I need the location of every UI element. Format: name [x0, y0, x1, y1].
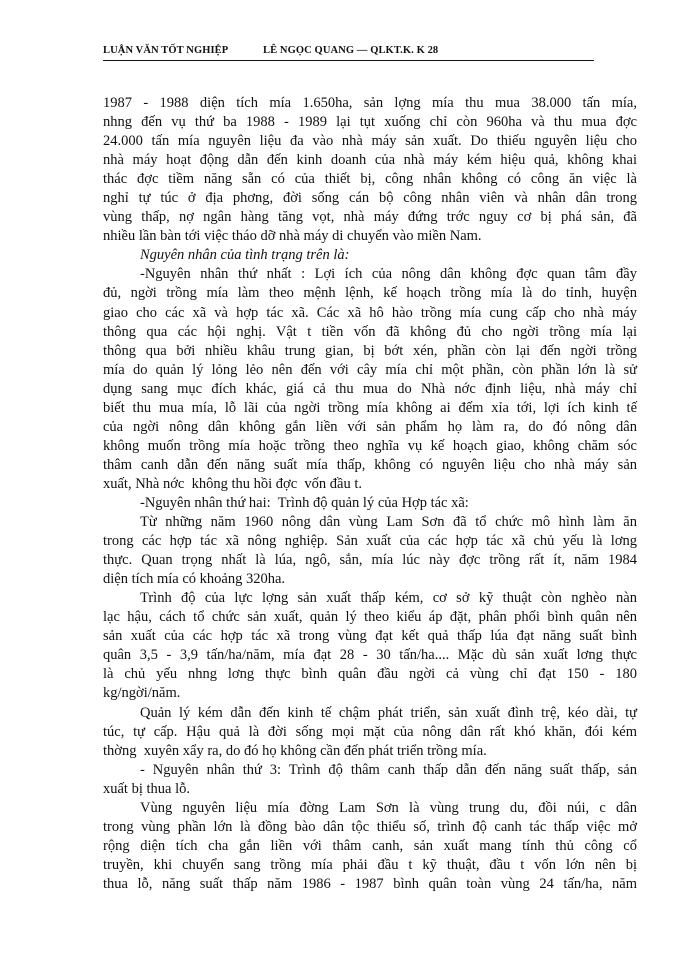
text-line: kg/ngời/năm. [103, 685, 181, 702]
text-line: nhiều lần bàn tới việc tháo dỡ nhà máy di chuyển vào miền Nam. [103, 228, 482, 245]
text-line: 1987 - 1988 diện tích mía 1.650ha, sản lợng mía thu mua 38.000 tấn mía, [103, 95, 637, 111]
text-line: của ngời nông dân không gắn liền với sản phẩm họ làm ra, do đó nông dân [103, 418, 637, 435]
header-author: LÊ NGỌC QUANG — QLKT.K. K 28 [263, 45, 439, 56]
text-line: là chủ yếu nhng lơng thực bình quân đầu ngời cả vùng chỉ đạt 150 - 180 [103, 666, 637, 683]
text-line: Vùng nguyên liệu mía đờng Lam Sơn là vùng trung du, đồi núi, c dân [140, 799, 637, 816]
text-line: 24.000 tấn mía nguyên liệu đa vào nhà máy sản xuất. Do thiếu nguyên liệu cho [103, 133, 637, 150]
header-divider [103, 60, 594, 61]
text-line: nghỉ tự túc ở địa phơng, đời sống cán bộ công nhân viên và nhân dân trong [103, 190, 637, 207]
text-line: lạc hậu, cách tổ chức sản xuất, quản lý theo kiểu áp đặt, phân phối bình quân nên [103, 609, 637, 626]
text-line: -Nguyên nhân thứ hai: Trình độ quản lý của Hợp tác xã: [140, 494, 469, 511]
text-line: đủ, ngời trồng mía làm theo mệnh lệnh, kế hoạch trồng mía là do tỉnh, huyện [103, 285, 637, 302]
text-line: thông qua bởi nhiều khâu trung gian, bị bớt xén, phần còn lại đến ngời trồng [103, 342, 637, 359]
text-line: nhng đến vụ thứ ba 1988 - 1989 lại tụt xuống chỉ còn 960ha và thu mua đợc [103, 114, 637, 131]
text-line: rộng diện tích cha gắn liền với thâm canh, sản xuất mang tính thủ công cổ [103, 837, 637, 854]
text-line: -Nguyên nhân thứ nhất : Lợi ích của nông dân không đợc quan tâm đầy [140, 266, 637, 283]
text-line: truyền, khi chuyển sang trồng mía phải đầu t kỹ thuật, đầu t vốn lớn nên bị [103, 856, 637, 873]
page-header [103, 41, 593, 61]
text-line: diện tích mía có khoảng 320ha. [103, 571, 286, 588]
text-line: mía do quản lý lỏng lẻo nên đến với cây mía chỉ một phần, còn phần lớn là sử [103, 361, 637, 378]
text-line: trong vùng phần lớn là đồng bào dân tộc thiểu số, trình độ canh tác thấp việc mở [103, 818, 637, 835]
text-line: sản xuất của các hợp tác xã trong vùng đạt kết quả thấp lúa đạt năng suất bình [103, 628, 637, 645]
text-line: giao cho các xã và hợp tác xã. Các xã hô hào trồng mía cung cấp cho nhà máy [103, 304, 637, 321]
text-line: thông qua các hội nghị. Vật t tiền vốn đã không đủ cho ngời trồng mía lại [103, 323, 637, 340]
text-line: quân 3,5 - 3,9 tấn/ha/năm, mía đạt 28 - 30 tấn/ha.... Mặc dù sản xuất lơng thực [103, 647, 637, 664]
text-line: dụng sang mục đích khác, giá cả thu mua do Nhà nớc định liệu, nhà máy chỉ [103, 380, 637, 397]
text-line: thờng xuyên xẩy ra, do đó họ không cần đến phát triển trồng mía. [103, 742, 487, 759]
text-line: không muốn trồng mía hoặc trồng theo nghĩa vụ kế hoạch giao, không chăm sóc [103, 437, 637, 454]
document-body [103, 94, 637, 894]
text-line: - Nguyên nhân thứ 3: Trình độ thâm canh thấp dẫn đến năng suất thấp, sản [140, 761, 637, 778]
text-line: thác đợc tiềm năng sẵn có của thiết bị, công nhân không có công ăn việc là [103, 171, 637, 188]
text-line: thực. Quan trọng nhất là lúa, ngô, sắn, mía lúc này đợc trồng rất ít, năm 1984 [103, 552, 637, 569]
text-line: nhà máy hoạt động dẫn đến kinh doanh của nhà máy kém hiệu quả, không khai [103, 152, 637, 169]
text-line: thua lỗ, năng suất thấp năm 1986 - 1987 bình quân toàn vùng 24 tấn/ha, năm [103, 875, 637, 892]
text-line: Quản lý kém dẫn đến kinh tế chậm phát triển, sản xuất đình trệ, kéo dài, tự [140, 704, 637, 721]
section-heading: Nguyên nhân của tình trạng trên là: [140, 247, 350, 264]
text-line: xuất, Nhà nớc không thu hồi đợc vốn đầu t. [103, 475, 362, 492]
text-line: thâm canh dẫn đến năng suất mía thấp, không có nguyên liệu cho nhà máy sản [103, 456, 637, 473]
text-line: biết thu mua mía, lỗ lãi của ngời trồng mía không ai đếm xỉa tới, lợi ích kinh tế [103, 399, 637, 416]
text-line: trong các hợp tác xã nông nghiệp. Sản xuất của các hợp tác xã chủ yếu là lơng [103, 533, 637, 550]
text-line: xuất bị thua lỗ. [103, 780, 190, 797]
text-line: túc, tự cấp. Hậu quả là đời sống mọi mặt của nông dân rất khó khăn, đói kém [103, 723, 637, 740]
text-line: vùng thấp, nợ ngân hàng tăng vọt, nhà máy đứng trớc nguy cơ bị phá sản, đã [103, 209, 637, 226]
text-line: Từ những năm 1960 nông dân vùng Lam Sơn đã tổ chức mô hình làm ăn [140, 514, 637, 531]
header-thesis-title: LUẬN VĂN TỐT NGHIỆP [103, 45, 229, 56]
text-line: Trình độ của lực lợng sản xuất thấp kém, cơ sở kỹ thuật còn nghèo nàn [140, 590, 637, 607]
